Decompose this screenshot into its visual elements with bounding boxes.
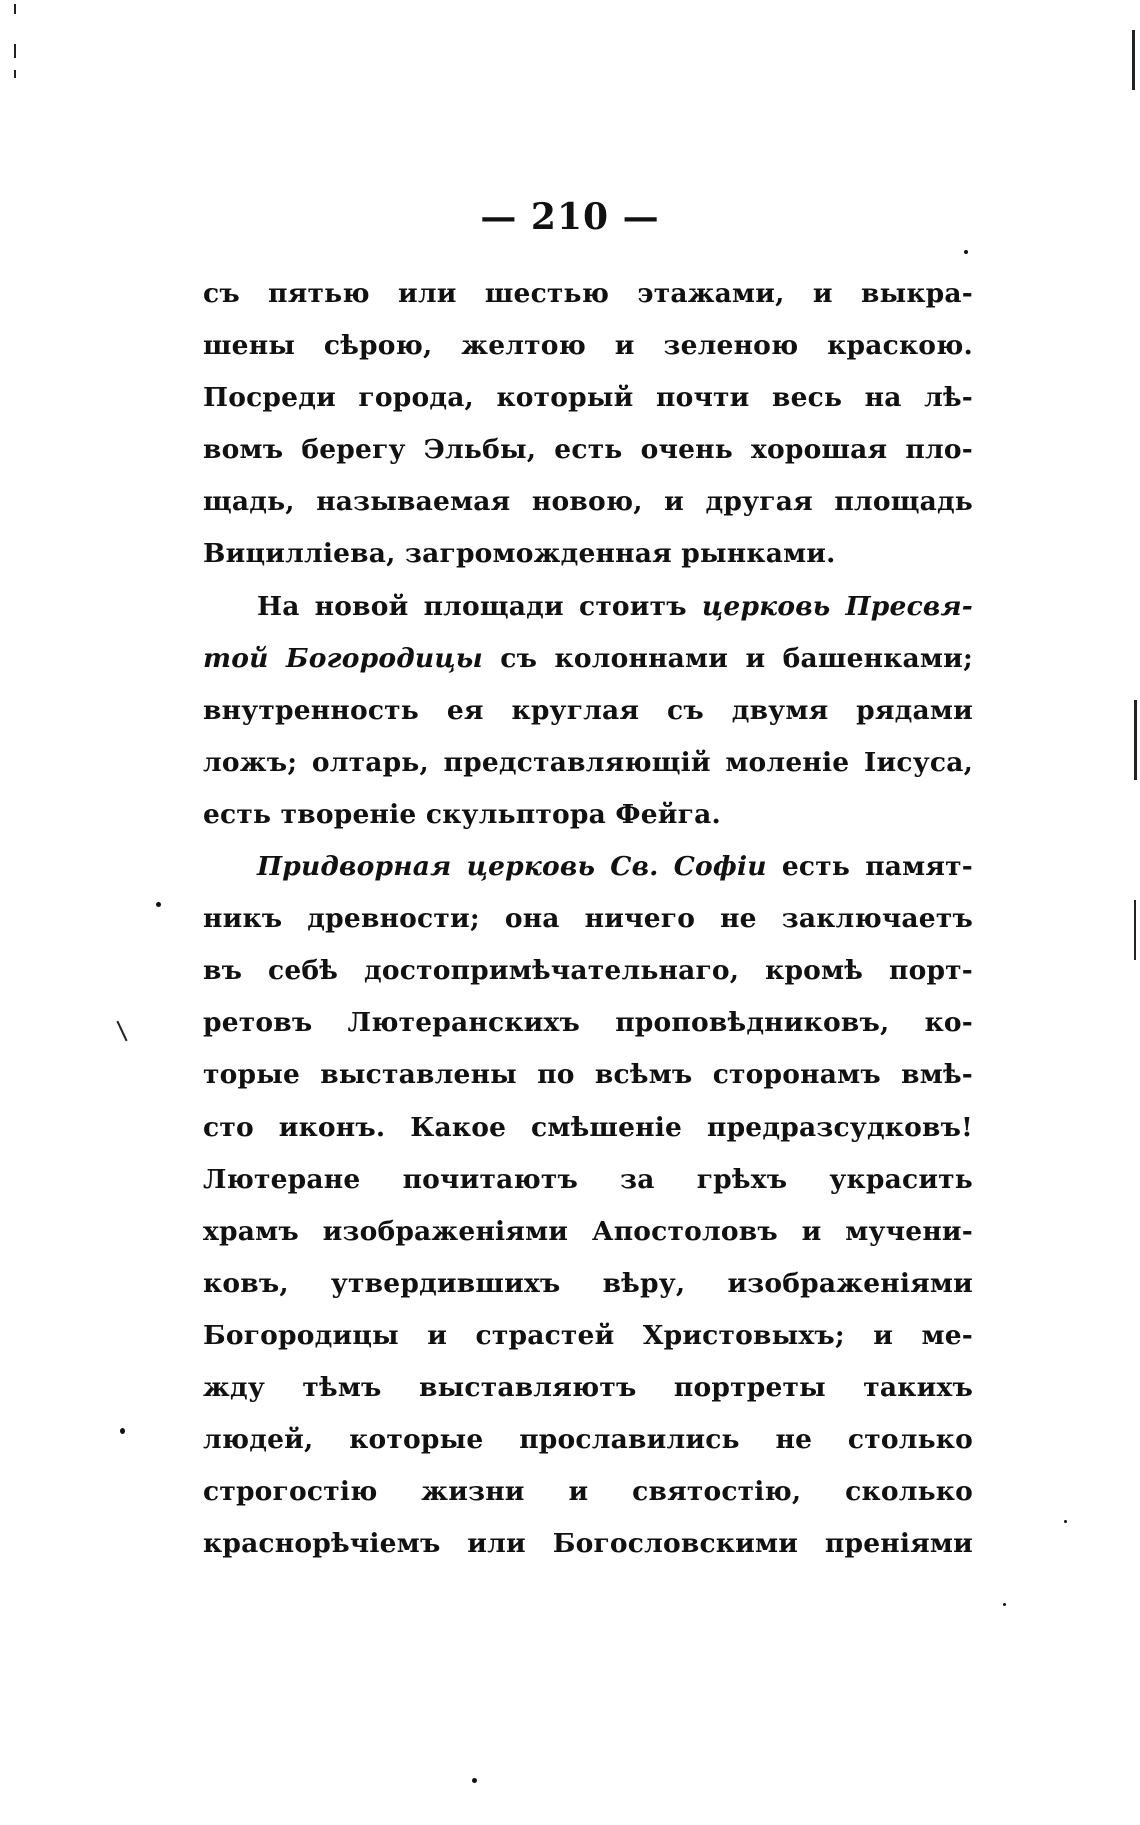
scan-edge-mark bbox=[14, 70, 16, 78]
text-line: вомъ берегу Эльбы, есть очень хорошая пло- bbox=[203, 434, 973, 466]
text-line: Посреди города, который почти весь на лѣ- bbox=[203, 382, 973, 414]
scan-speck bbox=[156, 902, 161, 907]
text-line: храмъ изображеніями Апостоловъ и мучени- bbox=[203, 1215, 973, 1247]
text-line: ложъ; олтарь, представляющій моленіе Іисуса, bbox=[203, 746, 973, 778]
scan-stroke-mark bbox=[116, 1021, 127, 1042]
text-line: никъ древности; она ничего не заключаетъ bbox=[203, 903, 973, 935]
text-line: внутренность ея круглая съ двумя рядами bbox=[203, 694, 973, 726]
text-line: ретовъ Лютеранскихъ проповѣдниковъ, ко- bbox=[203, 1007, 973, 1039]
scan-speck bbox=[120, 1428, 125, 1434]
text-run: съ колоннами и башенками; bbox=[482, 642, 973, 674]
text-line: ковъ, утвердившихъ вѣру, изображеніями bbox=[203, 1267, 973, 1299]
text-line: людей, которые прославились не столько bbox=[203, 1424, 973, 1456]
page-body bbox=[203, 268, 973, 1570]
church-name-italic: церковь Пресвя- bbox=[701, 590, 973, 622]
text-line: торые выставлены по всѣмъ сторонамъ вмѣ- bbox=[203, 1059, 973, 1091]
text-line bbox=[203, 581, 973, 633]
scan-edge-mark bbox=[14, 4, 16, 14]
text-line: есть твореніе скульптора Фейга. bbox=[203, 798, 721, 830]
text-run: На новой площади стоитъ bbox=[257, 590, 702, 622]
scan-speck bbox=[1064, 1520, 1067, 1523]
text-line: Лютеране почитаютъ за грѣхъ украсить bbox=[203, 1163, 973, 1195]
scan-right-edge-mark bbox=[1134, 700, 1137, 780]
text-line: краснорѣчіемъ или Богословскими преніями bbox=[203, 1528, 973, 1560]
text-line: жду тѣмъ выставляютъ портреты такихъ bbox=[203, 1371, 973, 1403]
text-line: въ себѣ достопримѣчательнаго, кромѣ порт- bbox=[203, 955, 973, 987]
text-run: есть памят- bbox=[766, 851, 973, 883]
text-line bbox=[203, 633, 973, 685]
scan-speck bbox=[472, 1778, 477, 1783]
text-line: съ пятью или шестью этажами, и выкра- bbox=[203, 278, 973, 309]
text-line: шены сѣрою, желтою и зеленою краскою. bbox=[203, 330, 973, 362]
scan-speck bbox=[1003, 1603, 1006, 1606]
church-name-italic: Придворная церковь Св. Софіи bbox=[257, 851, 767, 883]
church-name-italic: той Богородицы bbox=[203, 642, 483, 674]
text-line: Вицилліева, загроможденная рынками. bbox=[203, 538, 836, 570]
text-line bbox=[203, 841, 973, 893]
scan-right-edge-mark bbox=[1132, 30, 1135, 90]
page-number: — 210 — bbox=[480, 196, 660, 238]
text-line: Богородицы и страстей Христовыхъ; и ме- bbox=[203, 1319, 973, 1351]
scan-edge-mark bbox=[14, 44, 16, 58]
text-line: строгостію жизни и святостію, сколько bbox=[203, 1476, 973, 1508]
text-line: щадь, называемая новою, и другая площадь bbox=[203, 486, 973, 518]
text-line: сто иконъ. Какое смѣшеніе предразсудковъ! bbox=[203, 1111, 973, 1143]
scan-speck bbox=[964, 250, 968, 254]
scan-right-edge-mark bbox=[1134, 900, 1136, 960]
